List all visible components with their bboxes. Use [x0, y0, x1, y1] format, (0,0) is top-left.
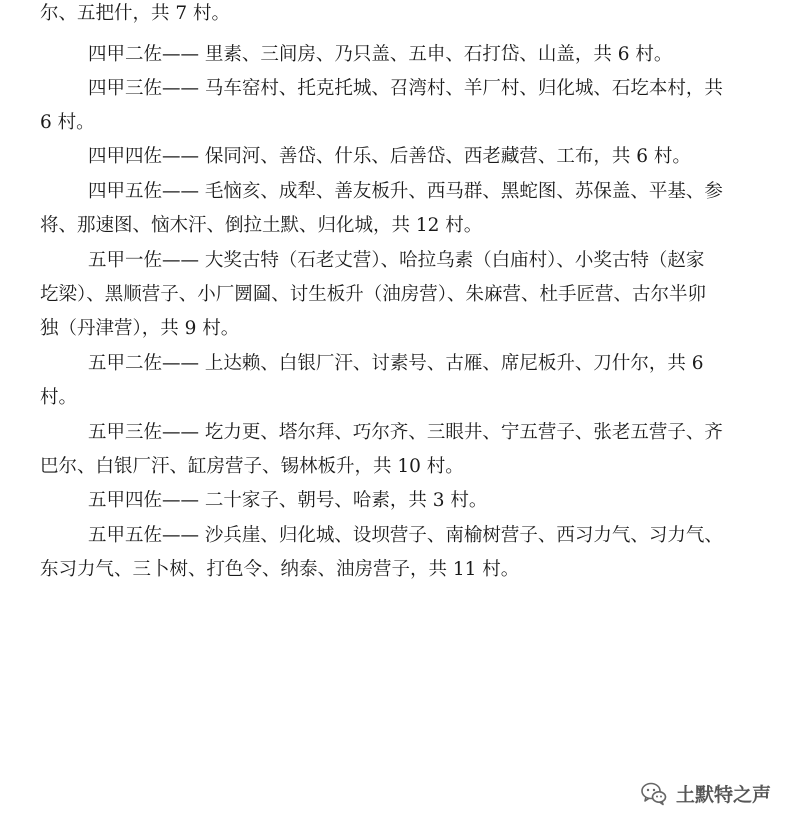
text-line: 五甲四佐—— 二十家子、朝号、哈素，共 3 村。: [88, 490, 488, 511]
text-line: 四甲三佐—— 马车窑村、托克托城、召湾村、羊厂村、归化城、石圪本村，共: [88, 78, 723, 99]
watermark-text: 土默特之声: [676, 783, 772, 806]
text-line: 将、那速图、恼木汗、倒拉土默、归化城，共 12 村。: [40, 215, 483, 236]
text-line: 四甲四佐—— 保同河、善岱、什乐、后善岱、西老藏营、工布，共 6 村。: [88, 146, 691, 167]
text-line: 独（丹津营），共 9 村。: [40, 318, 240, 339]
text-line: 东习力气、三卜树、打色令、纳泰、油房营子，共 11 村。: [40, 559, 520, 580]
text-line: 尔、五把什，共 7 村。: [40, 3, 231, 24]
text-line: 圪梁）、黑顺营子、小厂圐圙、讨生板升（油房营）、朱麻营、杜手匠营、古尔半卯: [40, 284, 707, 305]
text-line: 6 村。: [40, 112, 95, 133]
text-line: 村。: [40, 387, 78, 408]
text-line: 五甲三佐—— 圪力更、塔尔拜、巧尔齐、三眼井、宁五营子、张老五营子、齐: [88, 422, 723, 443]
text-line: 巴尔、白银厂汗、缸房营子、锡林板升，共 10 村。: [40, 456, 464, 477]
text-line: 四甲二佐—— 里素、三间房、乃只盖、五申、石打岱、山盖，共 6 村。: [88, 44, 673, 65]
text-line: 四甲五佐—— 毛恼亥、成犁、善友板升、西马群、黑蛇图、苏保盖、平基、参: [88, 181, 723, 202]
watermark: [640, 778, 771, 808]
wechat-icon: [640, 779, 668, 807]
text-line: 五甲一佐—— 大奖古特（石老丈营）、哈拉乌素（白庙村）、小奖古特（赵家: [88, 250, 705, 271]
text-line: 五甲二佐—— 上达赖、白银厂汗、讨素号、古雁、席尼板升、刀什尔，共 6: [88, 353, 704, 374]
text-line: 五甲五佐—— 沙兵崖、归化城、设坝营子、南榆树营子、西习力气、习力气、: [88, 525, 723, 546]
